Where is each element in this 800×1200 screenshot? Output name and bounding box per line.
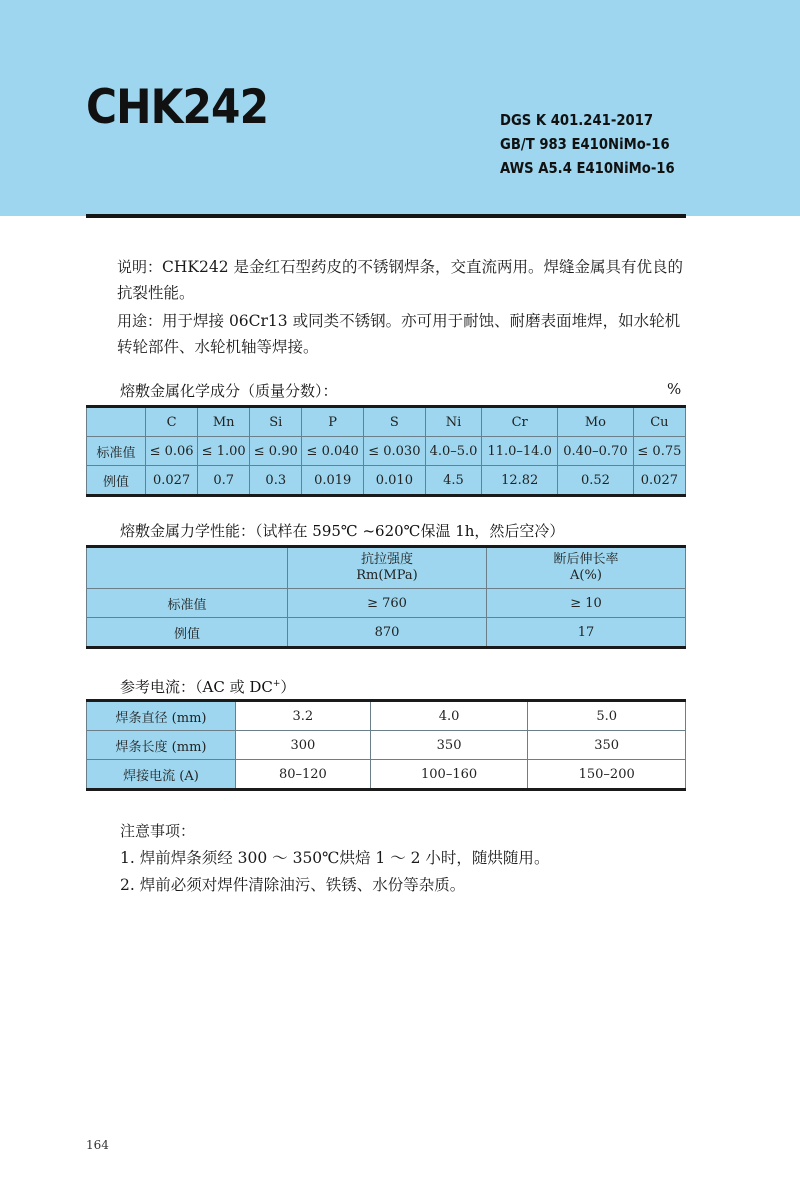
- usage-text: 用于焊接 06Cr13 或同类不锈钢。亦可用于耐蚀、耐磨表面堆焊，如水轮机转轮部件、水轮机轴等焊接。: [117, 312, 681, 356]
- table-cell: 0.027: [633, 466, 685, 496]
- table-cell: 11.0–14.0: [482, 437, 558, 466]
- product-title: CHK242: [86, 80, 269, 135]
- table-header-cell: Ni: [425, 407, 482, 437]
- table-cell: ≤ 0.030: [364, 437, 426, 466]
- description-block: [86, 254, 686, 360]
- row-label-cell: 焊接电流 (A): [87, 760, 236, 790]
- description-text: CHK242 是金红石型药皮的不锈钢焊条，交直流两用。焊缝金属具有优良的抗裂性能。: [117, 258, 683, 302]
- table-header-cell: P: [302, 407, 364, 437]
- table-cell: ≤ 1.00: [198, 437, 250, 466]
- current-title-text: 参考电流：: [120, 678, 196, 696]
- table-header-cell: [487, 547, 686, 589]
- table-cell: 0.010: [364, 466, 426, 496]
- table-cell: 0.027: [146, 466, 198, 496]
- table-cell: 870: [288, 618, 487, 648]
- header-band: [0, 0, 800, 216]
- table-row: [87, 760, 686, 790]
- table-cell: ≤ 0.040: [302, 437, 364, 466]
- current-note-prefix: （AC 或 DC: [195, 678, 273, 696]
- standards-list: [500, 108, 675, 180]
- table-cell: 12.82: [482, 466, 558, 496]
- standard-dgs: DGS K 401.241-2017: [500, 111, 654, 129]
- table-cell: ≤ 0.75: [633, 437, 685, 466]
- chem-title: 熔敷金属化学成分（质量分数）：: [120, 382, 338, 400]
- table-cell: 3.2: [236, 701, 371, 731]
- table-cell: 例值: [87, 618, 288, 648]
- table-header-cell: [288, 547, 487, 589]
- table-row: [87, 437, 686, 466]
- notes-title: 注意事项：: [120, 822, 196, 840]
- table-row: [87, 618, 686, 648]
- table-header-cell-text: [356, 552, 417, 584]
- table-cell: 标准值: [87, 437, 146, 466]
- row-label-cell: 焊条直径 (mm): [87, 701, 236, 731]
- table-cell: 100–160: [370, 760, 528, 790]
- note-item: 2. 焊前必须对焊件清除油污、铁锈、水份等杂质。: [120, 876, 466, 894]
- table-cell: 0.3: [250, 466, 302, 496]
- standard-gbt: GB/T 983 E410NiMo-16: [500, 135, 670, 153]
- table-cell: 例值: [87, 466, 146, 496]
- table-cell: 0.52: [558, 466, 634, 496]
- current-note-suffix: ）: [280, 678, 296, 696]
- table-row: [87, 701, 686, 731]
- table-cell: ≤ 0.90: [250, 437, 302, 466]
- mech-title: [120, 520, 564, 541]
- header-line2: A(%): [570, 568, 602, 583]
- table-header-cell: [87, 407, 146, 437]
- table-cell: 4.5: [425, 466, 482, 496]
- table-header-cell: Cu: [633, 407, 685, 437]
- table-cell: 4.0–5.0: [425, 437, 482, 466]
- table-cell: 标准值: [87, 589, 288, 618]
- header-line1: 断后伸长率: [553, 552, 619, 567]
- table-row: [87, 589, 686, 618]
- table-header-cell: Cr: [482, 407, 558, 437]
- table-header-cell: S: [364, 407, 426, 437]
- header-rule: [86, 214, 686, 218]
- table-cell: 0.40–0.70: [558, 437, 634, 466]
- current-note-sup: +: [272, 679, 281, 689]
- table-cell: 0.019: [302, 466, 364, 496]
- table-cell: ≤ 0.06: [146, 437, 198, 466]
- table-cell: 300: [236, 731, 371, 760]
- note-item: 1. 焊前焊条须经 300 ～ 350℃烘焙 1 ～ 2 小时，随烘随用。: [120, 849, 550, 867]
- table-cell: 17: [487, 618, 686, 648]
- table-row: [87, 731, 686, 760]
- usage-paragraph: [86, 308, 686, 360]
- table-header-row: [87, 547, 686, 589]
- row-label-cell: 焊条长度 (mm): [87, 731, 236, 760]
- table-cell: 5.0: [528, 701, 686, 731]
- header-line2: Rm(MPa): [356, 568, 418, 583]
- table-header-cell: [87, 547, 288, 589]
- table-header-cell: Mo: [558, 407, 634, 437]
- current-title: [120, 676, 295, 697]
- description-paragraph: [86, 254, 686, 306]
- usage-label: 用途：: [117, 312, 163, 330]
- page-number: 164: [86, 1138, 109, 1152]
- table-row: [87, 466, 686, 496]
- table-header-cell: Mn: [198, 407, 250, 437]
- table-cell: 150–200: [528, 760, 686, 790]
- table-header-cell: C: [146, 407, 198, 437]
- current-title-note: [195, 678, 295, 696]
- header-line1: 抗拉强度: [360, 552, 413, 567]
- mech-title-note: （试样在 595℃ ~620℃保温 1h，然后空冷）: [255, 522, 565, 540]
- table-cell: 0.7: [198, 466, 250, 496]
- table-cell: 4.0: [370, 701, 528, 731]
- table-cell: 350: [528, 731, 686, 760]
- table-cell: ≥ 10: [487, 589, 686, 618]
- mech-table: [86, 545, 686, 649]
- table-header-row: [87, 407, 686, 437]
- mech-title-text: 熔敷金属力学性能：: [120, 522, 256, 540]
- description-label: 说明：: [117, 258, 163, 276]
- current-table: [86, 699, 686, 791]
- notes-block: [120, 818, 549, 899]
- table-header-cell: Si: [250, 407, 302, 437]
- table-cell: 80–120: [236, 760, 371, 790]
- standard-aws: AWS A5.4 E410NiMo-16: [500, 159, 675, 177]
- chem-unit: %: [667, 380, 682, 398]
- table-cell: ≥ 760: [288, 589, 487, 618]
- chem-table: [86, 405, 686, 497]
- table-cell: 350: [370, 731, 528, 760]
- table-header-cell-text: [553, 552, 618, 584]
